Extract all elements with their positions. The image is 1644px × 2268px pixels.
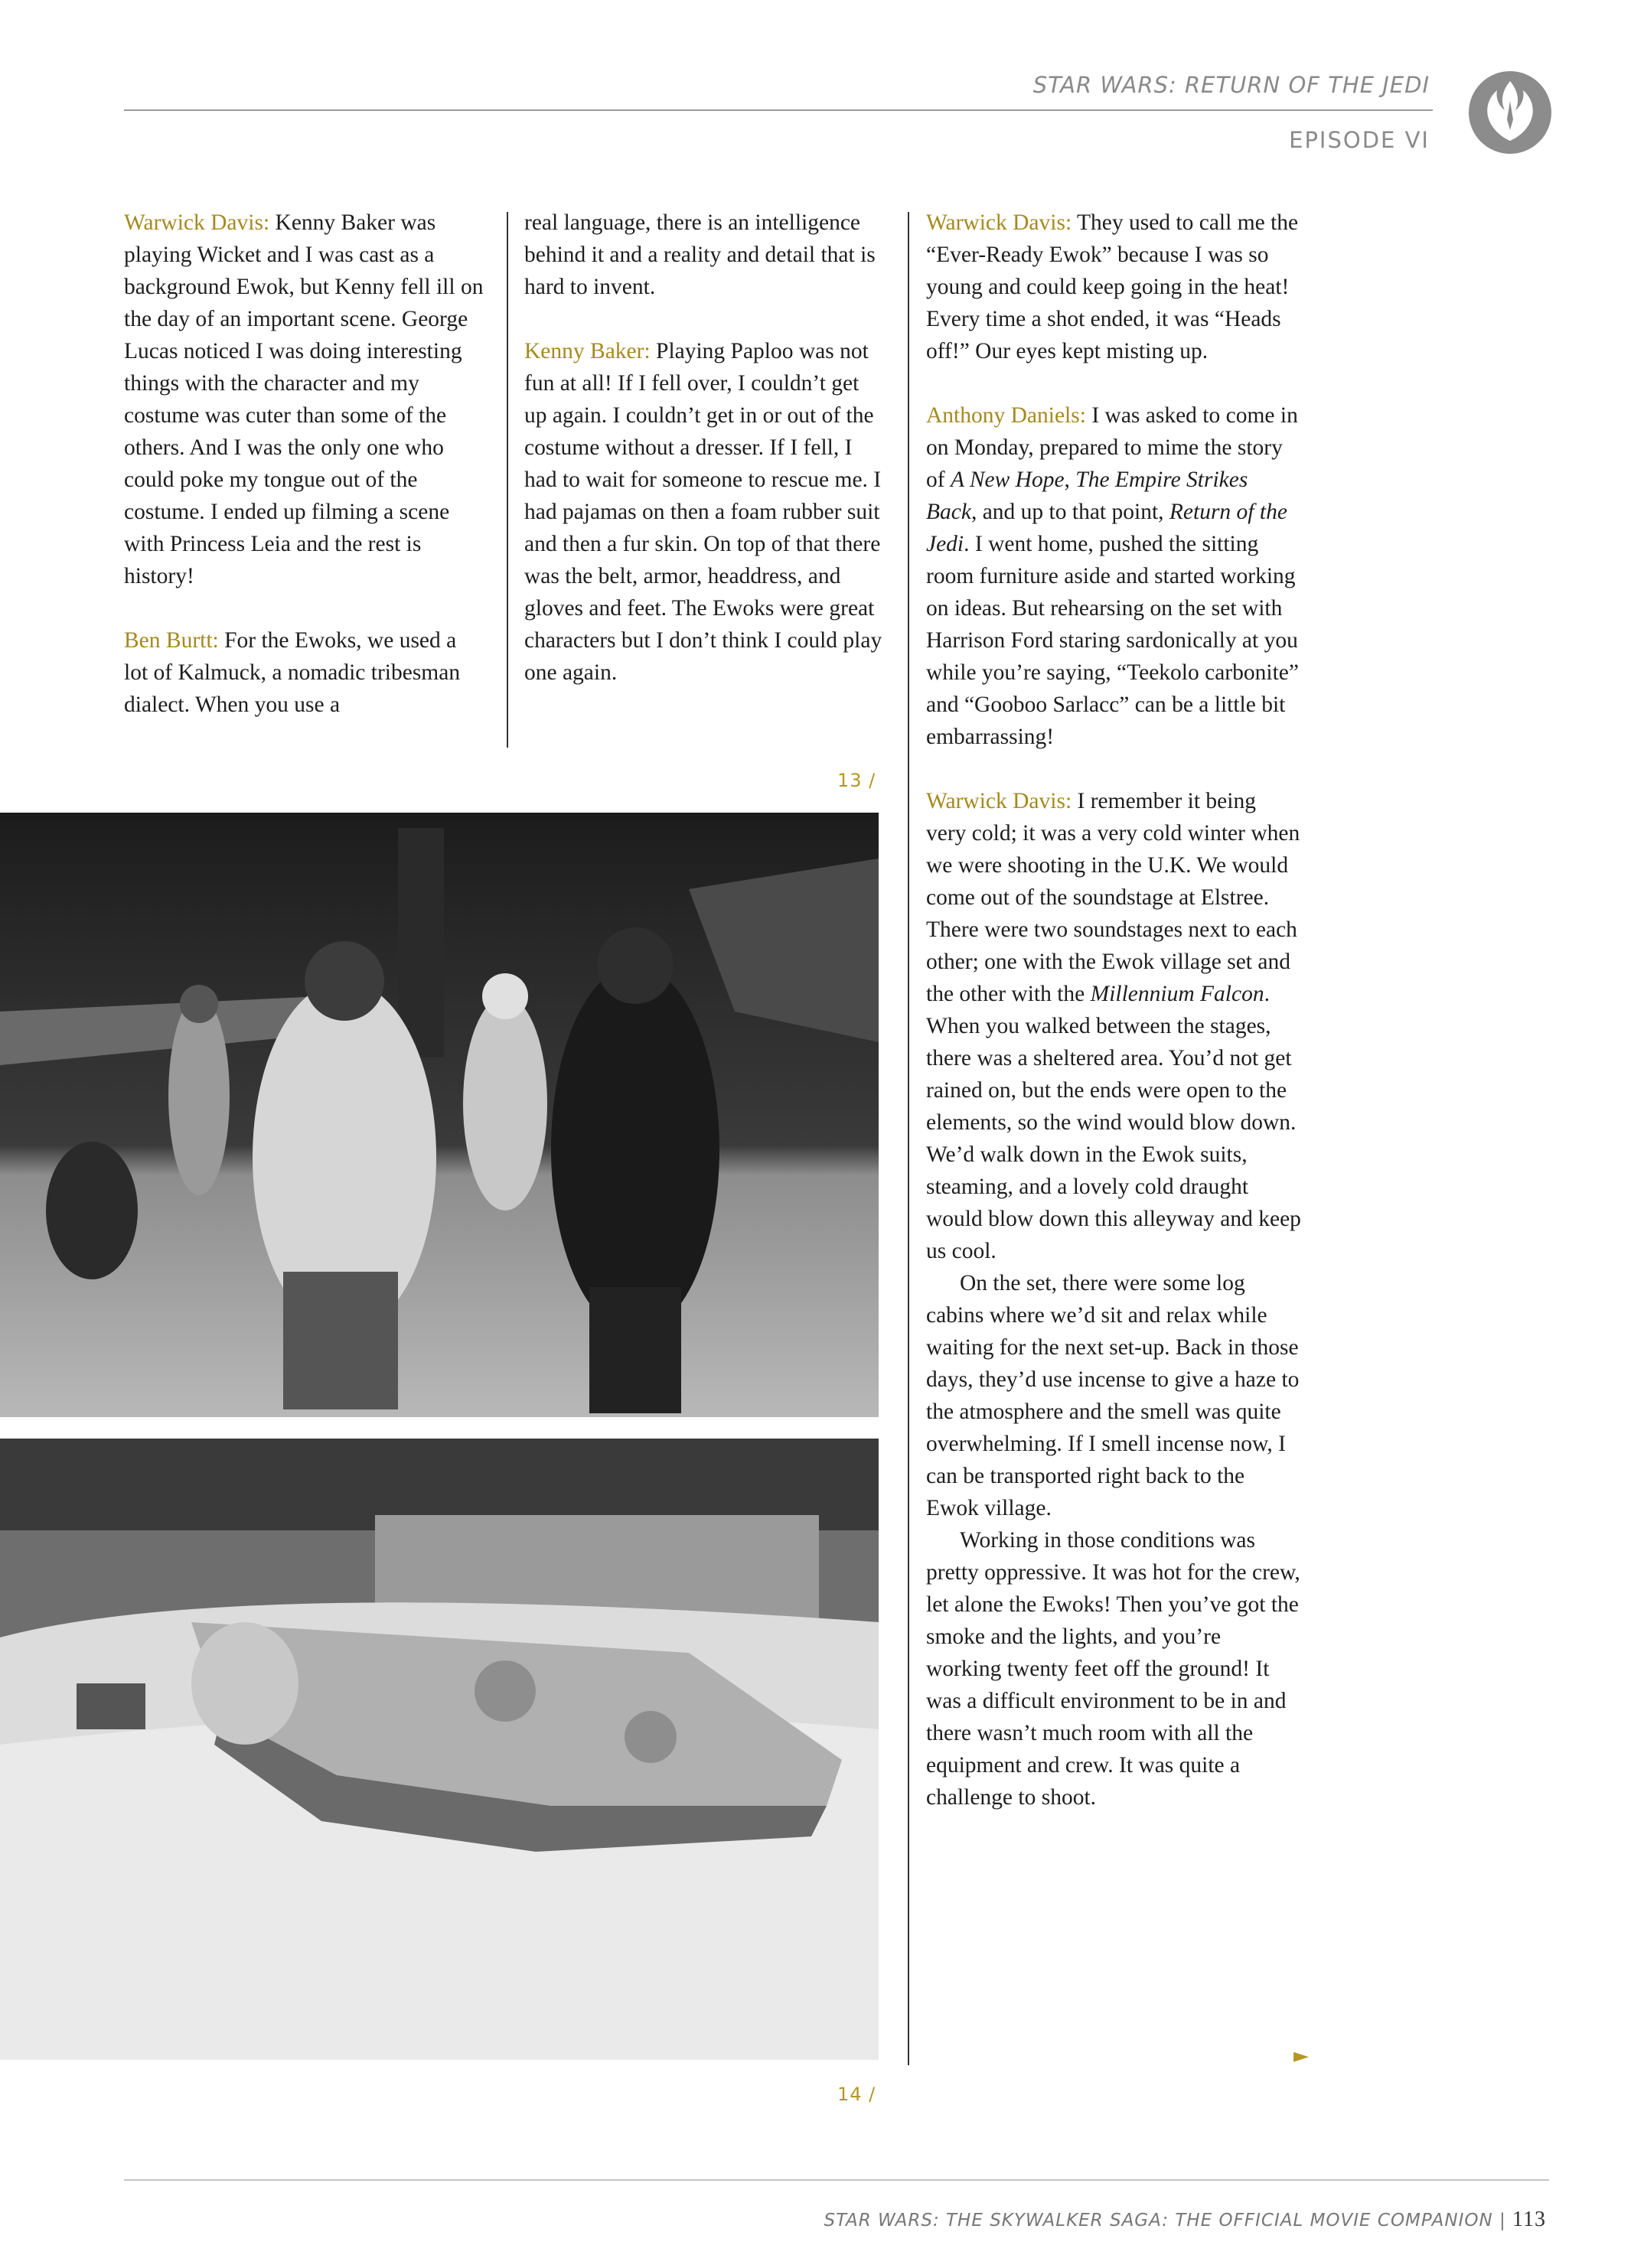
speaker-name: Warwick Davis: <box>926 789 1072 813</box>
quote-text: real language, there is an intelligence behind it and a reality and detail that is hard to invent. <box>524 210 876 299</box>
quote-warwick-davis-3 <box>926 785 1301 1267</box>
quote-text: For the Ewoks, we used a lot of Kalmuck, a nomadic tribesman dialect. When you use a <box>124 628 461 717</box>
quote-text: . When you walked between the stages, there was a sheltered area. You’d not get rained on, but the ends were open to the elements, so the wind would blow down. We’d walk down in the Ewok suits, steaming, and a lovely cold draught would blow down this alleyway and keep us cool. <box>926 982 1301 1263</box>
header-rule <box>124 109 1433 111</box>
photo-14 <box>0 1439 879 2060</box>
speaker-name: Warwick Davis: <box>926 210 1072 235</box>
page-footer <box>824 2208 1546 2232</box>
quote-ben-burtt-continued <box>524 207 884 303</box>
text-column-2 <box>524 207 884 689</box>
quote-text: I remember it being very cold; it was a very cold winter when we were shooting in the U.K. We would come out of the soundstage at Elstree. There were two soundstages next to each other; one with the Ewok village set and the other with the <box>926 789 1300 1006</box>
column-divider <box>507 212 508 748</box>
speaker-name: Kenny Baker: <box>524 339 651 363</box>
quote-text: . I went home, pushed the sitting room furniture aside and started working on ideas. But rehearsing on the set with Harrison Ford staring sardonically at you while you’re saying, “Teekolo carbonite” and “Gooboo Sarlacc” can be a little bit embarrassing! <box>926 532 1299 749</box>
ship-name: Millennium Falcon <box>1090 982 1264 1006</box>
running-header-title: STAR WARS: RETURN OF THE JEDI <box>1032 72 1430 98</box>
quote-text: , <box>1064 468 1076 492</box>
footer-separator: | <box>1499 2211 1506 2231</box>
footer-rule <box>124 2179 1549 2181</box>
speaker-name: Warwick Davis: <box>124 210 270 235</box>
quote-paragraph: Working in those conditions was pretty oppressive. It was hot for the crew, let alone the Ewoks! Then you’ve got the smoke and the lights, and you’re working twenty feet off the ground! It was a difficult environment to be in and there wasn’t much room with all the equipment and crew. It was quite a challenge to shoot. <box>926 1528 1300 1810</box>
film-title: The Empire Strikes Back <box>926 468 1248 524</box>
quote-text: , and up to that point, <box>970 500 1169 524</box>
behind-the-scenes-photo <box>0 813 879 1417</box>
continue-arrow-icon: ► <box>1293 2045 1309 2068</box>
quote-text: They used to call me the “Ever-Ready Ewok” because I was so young and could keep going in the heat! Every time a shot ended, it was “Heads off!” Our eyes kept misting up. <box>926 210 1299 363</box>
quote-warwick-davis-2 <box>926 207 1301 367</box>
quote-kenny-baker <box>524 335 884 689</box>
quote-text: Playing Paploo was not fun at all! If I fell over, I couldn’t get up again. I couldn’t get in or out of the costume without a dresser. If I fell, I had to wait for someone to rescue me. I had pajamas on then a foam rubber suit and then a fur skin. On top of that there was the belt, armor, headdress, and gloves and feet. The Ewoks were great characters but I don’t think I could play one again. <box>524 339 882 685</box>
quote-anthony-daniels <box>926 399 1301 753</box>
speaker-name: Anthony Daniels: <box>926 403 1086 428</box>
quote-text: Kenny Baker was playing Wicket and I was cast as a background Ewok, but Kenny fell ill on the day of an important scene. George Lucas noticed I was doing interesting things with the character and my costume was cuter than some of the others. And I was the only one who could poke my tongue out of the costume. I ended up filming a scene with Princess Leia and the rest is history! <box>124 210 484 588</box>
quote-warwick-davis-1 <box>124 207 484 592</box>
page-number: 113 <box>1512 2208 1546 2231</box>
running-header-episode: EPISODE VI <box>1289 127 1430 153</box>
text-column-3 <box>926 207 1301 1813</box>
photo-13 <box>0 813 879 1417</box>
column-divider <box>908 212 909 2065</box>
speaker-name: Ben Burtt: <box>124 628 219 653</box>
rebel-alliance-icon <box>1468 70 1552 155</box>
photo-13-number: 13 / <box>837 770 876 791</box>
photo-14-number: 14 / <box>837 2084 876 2105</box>
quote-paragraph: On the set, there were some log cabins where we’d sit and relax while waiting for the next set-up. Back in those days, they’d use incense to give a haze to the atmosphere and the smell was quite overwhelming. If I smell incense now, I can be transported right back to the Ewok village. <box>926 1271 1300 1520</box>
quote-text: I was asked to come in on Monday, prepared to mime the story of <box>926 403 1298 492</box>
text-column-1 <box>124 207 484 721</box>
film-title: Return of the Jedi <box>926 500 1287 556</box>
film-title: A New Hope <box>950 468 1065 492</box>
quote-ben-burtt <box>124 624 484 721</box>
book-title: STAR WARS: THE SKYWALKER SAGA: THE OFFICIAL MOVIE COMPANION <box>824 2211 1493 2231</box>
millennium-falcon-set-photo <box>0 1439 879 2060</box>
